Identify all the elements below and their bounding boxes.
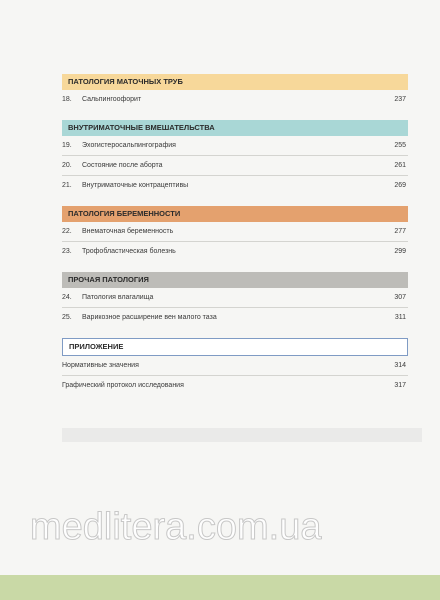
entry-number: 22. [62,228,72,235]
toc-entry[interactable] [62,176,408,196]
entry-number: 18. [62,96,72,103]
entry-title: Патология влагалища [82,294,154,301]
entry-page: 237 [394,96,406,103]
section-intrauterine [62,120,408,196]
entry-page: 317 [394,382,406,389]
entry-page: 311 [394,314,406,321]
toc-entry[interactable] [62,288,408,308]
toc-entry[interactable] [62,90,408,110]
section-header-appendix: ПРИЛОЖЕНИЕ [62,338,408,356]
entry-title: Сальпингоофорит [82,96,142,103]
footer-band [0,575,440,600]
entry-page: 261 [394,162,406,169]
entry-title: Эхогистеросальпингография [82,142,176,149]
toc-entry[interactable] [62,376,408,396]
section-other [62,272,408,328]
entry-title: Нормативные значения [62,362,139,369]
toc-entry[interactable] [62,356,408,376]
entry-number: 21. [62,182,72,189]
entry-number: 19. [62,142,72,149]
entry-title: Внутриматочные контрацептивы [82,182,189,189]
entry-title: Графический протокол исследования [62,382,184,389]
section-appendix [62,338,408,396]
entry-title: Внематочная беременность [82,228,174,235]
entry-title: Состояние после аборта [82,162,163,169]
entry-page: 314 [394,362,406,369]
section-header-other: ПРОЧАЯ ПАТОЛОГИЯ [62,272,408,288]
entry-number: 25. [62,314,72,321]
section-tubes [62,74,408,110]
section-pregnancy [62,206,408,262]
toc-entry[interactable] [62,156,408,176]
section-header-pregnancy: ПАТОЛОГИЯ БЕРЕМЕННОСТИ [62,206,408,222]
entry-page: 277 [394,228,406,235]
section-header-tubes: ПАТОЛОГИЯ МАТОЧНЫХ ТРУБ [62,74,408,90]
entry-title: Трофобластическая болезнь [82,248,176,255]
entry-page: 269 [394,182,406,189]
toc-entry[interactable] [62,308,408,328]
entry-page: 255 [394,142,406,149]
entry-page: 299 [394,248,406,255]
table-of-contents [62,74,408,406]
toc-entry[interactable] [62,136,408,156]
toc-entry[interactable] [62,222,408,242]
entry-title: Варикозное расширение вен малого таза [82,314,217,321]
entry-number: 20. [62,162,72,169]
section-header-intrauterine: ВНУТРИМАТОЧНЫЕ ВМЕШАТЕЛЬСТВА [62,120,408,136]
entry-page: 307 [394,294,406,301]
watermark: medlitera.com.ua [30,506,322,548]
toc-entry[interactable] [62,242,408,262]
entry-number: 23. [62,248,72,255]
entry-number: 24. [62,294,72,301]
bleed-through-shadow [62,428,422,442]
